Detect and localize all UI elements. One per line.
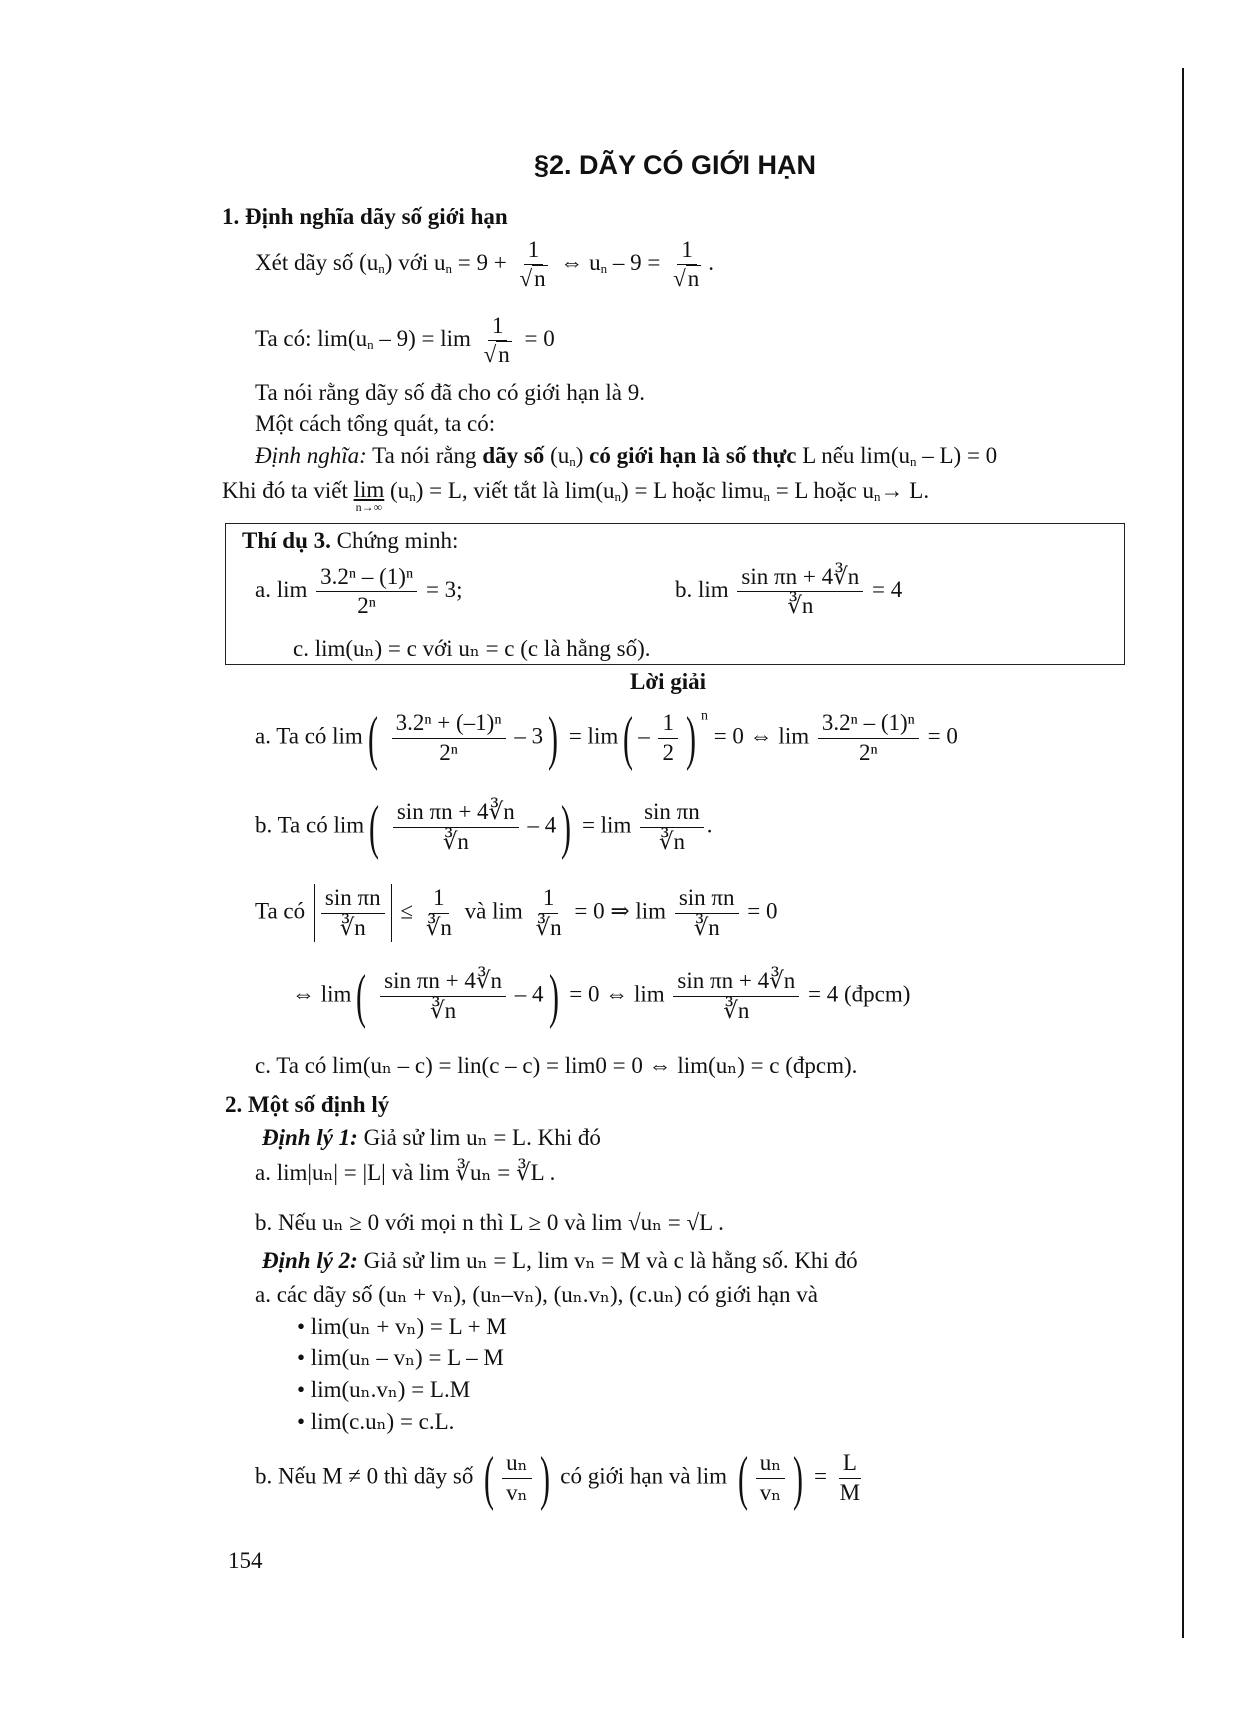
fraction: $\frac{\text{sin πn + 4∛n}}{∛n}$ bbox=[737, 565, 863, 618]
theorem-2-b: b. Nếu M ≠ 0 thì dãy số ( $\frac{\text{uₙ}}{\text{vₙ}}$ ) có giới hạn và lim ( $\frac{\text{uₙ}}{\text{vₙ}}$ ) = $\frac{L}{M}$ bbox=[255, 1448, 867, 1508]
solution-bound: Ta có $\frac{\text{sin πn}}{∛n}$ ≤ $\frac{1}{∛n}$ và lim $\frac{1}{∛n}$ = 0 ⇒ lim $\frac{\text{sin πn}}{∛n}$ = 0 bbox=[255, 884, 778, 942]
theorem-2: Định lý 2: Giả sử lim uₙ = L, lim vₙ = M và c là hằng số. Khi đó bbox=[262, 1248, 858, 1273]
def-line-1: Xét dãy số $(u_n)$ với $u_n = 9$ + $\frac{1}{√n}$ ⇔ $u_n - 9$ = $\frac{1}{√n}$ . bbox=[255, 237, 714, 292]
theorem-1: Định lý 1: Giả sử lim uₙ = L. Khi đó bbox=[262, 1125, 601, 1150]
list-item: • lim(uₙ – vₙ) = L – M bbox=[297, 1345, 504, 1370]
def-line-4: Một cách tổng quát, ta có: bbox=[255, 411, 496, 436]
theorem-1-b: b. Nếu uₙ ≥ 0 với mọi n thì L ≥ 0 và lim √uₙ = √L . bbox=[255, 1210, 724, 1235]
theorem-2-a: a. các dãy số (uₙ + vₙ), (uₙ–vₙ), (uₙ.vₙ), (c.uₙ) có giới hạn và bbox=[255, 1282, 818, 1307]
example-b: b. lim $\frac{\text{sin πn + 4∛n}}{∛n}$ = 4 bbox=[675, 564, 903, 619]
margin-line bbox=[1182, 68, 1184, 1638]
fraction: $\frac{\text{sin πn}}{∛n}$ bbox=[675, 886, 739, 939]
solution-equiv: ⇔ lim( $\frac{\text{sin πn + 4∛n}}{∛n}$ – 4) = 0 ⇔ lim $\frac{\text{sin πn + 4∛n}}{∛n}$ = 4 (đpcm) bbox=[292, 963, 911, 1029]
fraction: $\frac{\text{sin πn + 4∛n}}{∛n}$ bbox=[393, 800, 519, 853]
example-c: c. lim(uₙ) = c với uₙ = c (c là hằng số). bbox=[293, 636, 651, 661]
fraction: $\frac{\text{3.2ⁿ – (1)ⁿ}}{\text{2ⁿ}}$ bbox=[818, 711, 919, 764]
page-title: §2. DÃY CÓ GIỚI HẠN bbox=[533, 150, 817, 180]
list-item: • lim(uₙ.vₙ) = L.M bbox=[297, 1377, 471, 1402]
fraction: $\frac{\text{sin πn + 4∛n}}{∛n}$ bbox=[380, 969, 506, 1022]
definition: Định nghĩa: Ta nói rằng dãy số $(u_n)$ có giới hạn là số thực L nếu $\lim(u_n - L) = 0$ bbox=[255, 443, 998, 469]
fraction: $\frac{1}{∛n}$ bbox=[425, 885, 452, 940]
list-item: • lim(c.uₙ) = c.L. bbox=[297, 1409, 455, 1434]
fraction: $\frac{1}{√n}$ bbox=[519, 237, 546, 292]
fraction: $\frac{\text{sin πn + 4∛n}}{∛n}$ bbox=[673, 969, 799, 1022]
fraction: $\frac{\text{3.2ⁿ – (1)ⁿ}}{\text{2ⁿ}}$ bbox=[316, 565, 417, 618]
fraction: $\frac{1}{2}$ bbox=[658, 711, 678, 764]
fraction: $\frac{\text{sin πn}}{∛n}$ bbox=[321, 886, 385, 939]
fraction: $\frac{1}{∛n}$ bbox=[535, 885, 562, 940]
fraction: $\frac{\text{3.2ⁿ + (–1)ⁿ}}{\text{2ⁿ}}$ bbox=[392, 711, 506, 764]
fraction: $\frac{L}{M}$ bbox=[839, 1450, 861, 1505]
theorem-1-a: a. lim|uₙ| = |L| và lim ∛uₙ = ∛L . bbox=[255, 1160, 556, 1185]
fraction: $\frac{1}{√n}$ bbox=[673, 237, 700, 292]
section-1-heading: 1. Định nghĩa dãy số giới hạn bbox=[222, 204, 508, 229]
def-line-2: Ta có: $\lim(u_n - 9) = \lim$ $\frac{1}{√n}$ = 0 bbox=[255, 313, 555, 368]
fraction: $\frac{1}{√n}$ bbox=[483, 313, 510, 368]
list-item: • lim(uₙ + vₙ) = L + M bbox=[297, 1314, 507, 1339]
fraction: $\frac{\text{uₙ}}{\text{vₙ}}$ bbox=[502, 1451, 531, 1504]
section-2-heading: 2. Một số định lý bbox=[225, 1092, 390, 1117]
example-a: a. lim $\frac{\text{3.2ⁿ – (1)ⁿ}}{\text{2ⁿ}}$ = 3; bbox=[255, 564, 463, 619]
fraction: $\frac{\text{uₙ}}{\text{vₙ}}$ bbox=[756, 1451, 785, 1504]
notation-line: Khi đó ta viết lim n→∞ $(u_n) = L$, viết tắt là $\lim(u_n) = L$ hoặc limu$_n$ = L hoặc $u_n\to L$. bbox=[222, 477, 930, 514]
solution-a: a. Ta có lim( $\frac{\text{3.2ⁿ + (–1)ⁿ}}{\text{2ⁿ}}$ – 3) = lim( – $\frac{1}{2}$ ) $^n$ = 0 ⇔ lim $\frac{\text{3.2ⁿ – (1)ⁿ}}{\text{2ⁿ}}$ = 0 bbox=[255, 705, 958, 771]
fraction: $\frac{\text{sin πn}}{∛n}$ bbox=[640, 800, 704, 853]
solution-b: b. Ta có lim( $\frac{\text{sin πn + 4∛n}}{∛n}$ – 4) = lim $\frac{\text{sin πn}}{∛n}$ . bbox=[255, 794, 713, 860]
solution-c: c. Ta có lim(uₙ – c) = lin(c – c) = lim0 = 0 ⇔ lim(uₙ) = c (đpcm). bbox=[255, 1053, 858, 1078]
example-title: Thí dụ 3. Chứng minh: bbox=[242, 528, 459, 553]
page-number: 154 bbox=[228, 1548, 263, 1573]
def-line-3: Ta nói rằng dãy số đã cho có giới hạn là 9. bbox=[255, 380, 645, 405]
solution-heading: Lời giải bbox=[630, 669, 706, 694]
